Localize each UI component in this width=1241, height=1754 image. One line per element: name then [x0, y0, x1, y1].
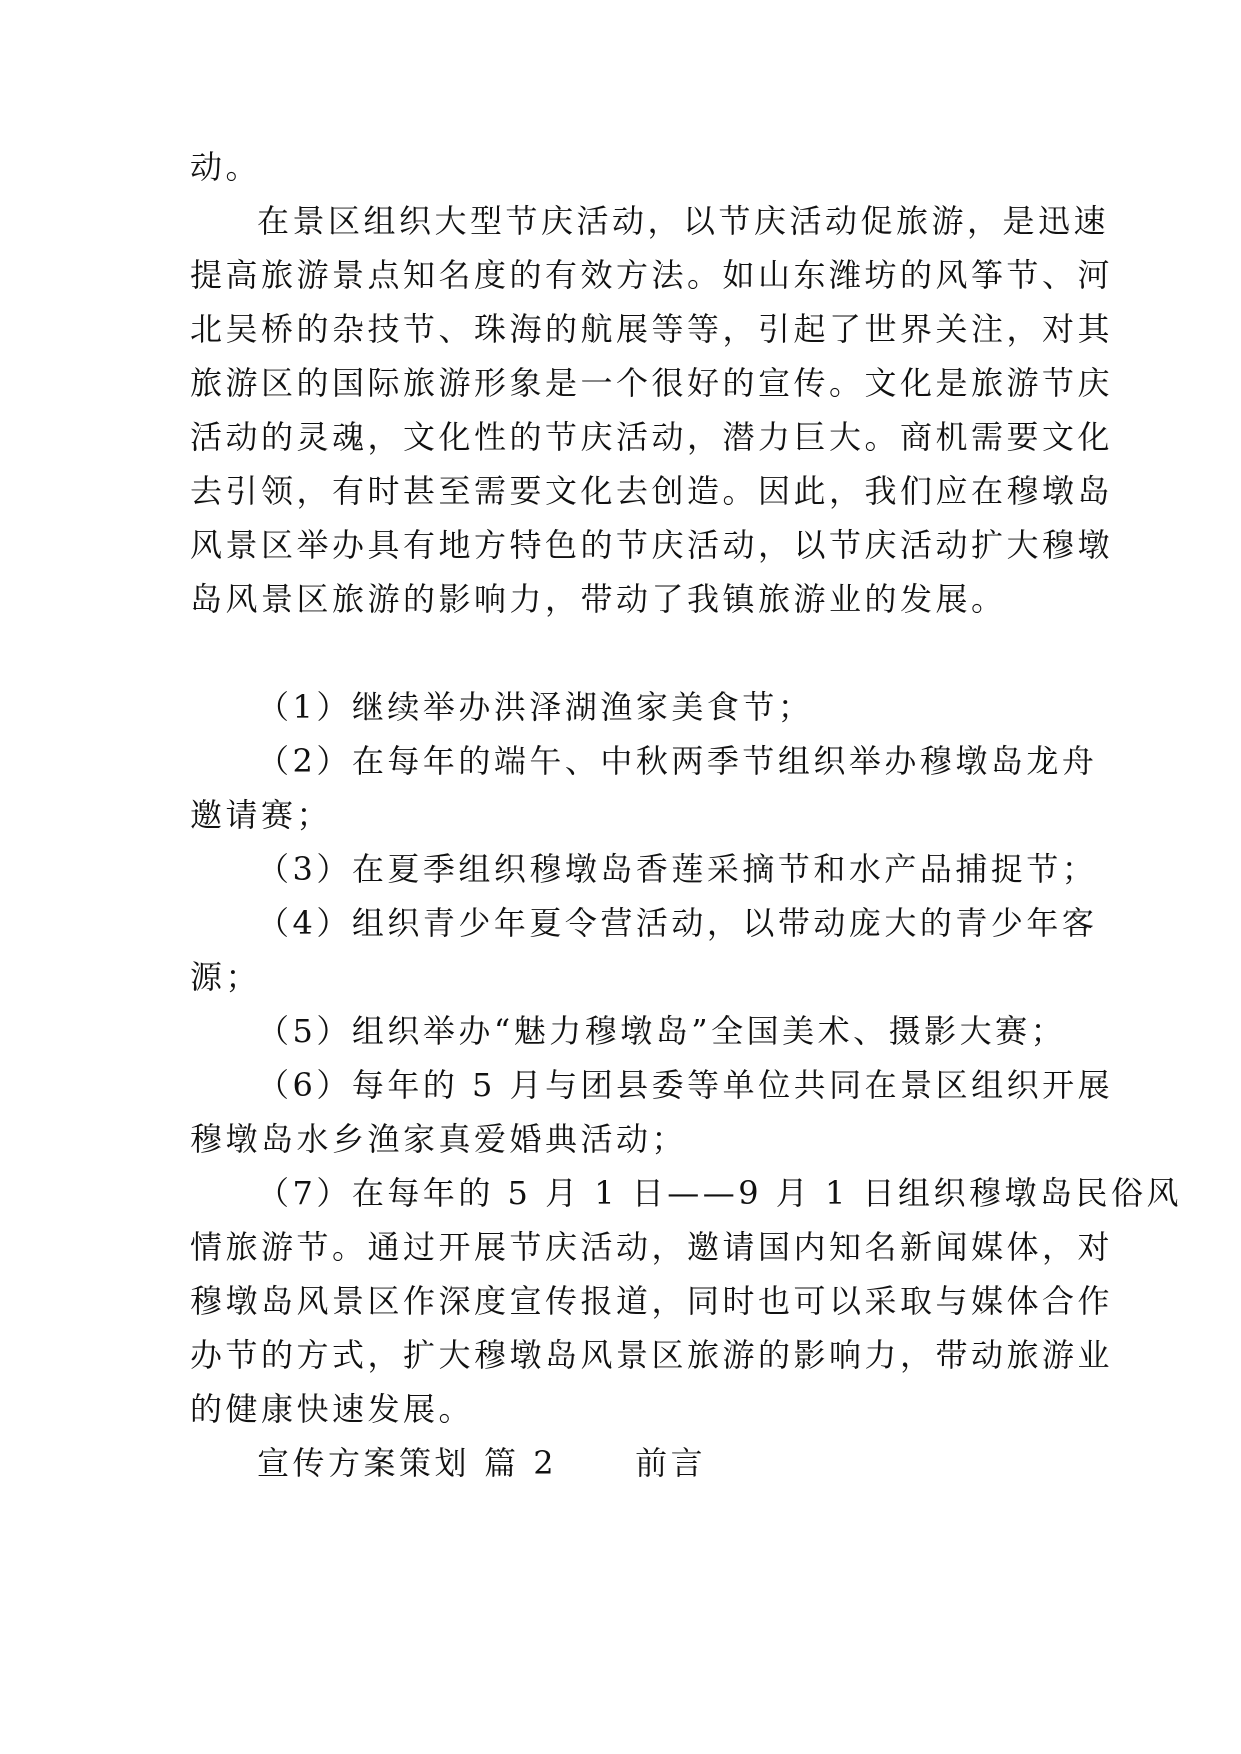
- list-item-2: （2）在每年的端午、中秋两季节组织举办穆墩岛龙舟: [257, 742, 1098, 780]
- text-line: 穆墩岛风景区作深度宣传报道，同时也可以采取与媒体合作: [190, 1282, 1114, 1320]
- list-item-6: （6）每年的 5 月与团县委等单位共同在景区组织开展: [257, 1066, 1114, 1104]
- text-line: 的健康快速发展。: [190, 1390, 475, 1428]
- list-item-1: （1）继续举办洪泽湖渔家美食节；: [257, 688, 814, 726]
- heading-part-number: 篇 2: [484, 1444, 558, 1482]
- text-line: 情旅游节。通过开展节庆活动，邀请国内知名新闻媒体，对: [190, 1228, 1114, 1266]
- text-line: 北吴桥的杂技节、珠海的航展等等，引起了世界关注，对其: [190, 310, 1114, 348]
- list-item-5: （5）组织举办“魅力穆墩岛”全国美术、摄影大赛；: [257, 1012, 1067, 1050]
- paragraph-first-line: 在景区组织大型节庆活动，以节庆活动促旅游，是迅速: [257, 202, 1110, 240]
- text-line: 邀请赛；: [190, 796, 333, 834]
- text-line: 风景区举办具有地方特色的节庆活动，以节庆活动扩大穆墩: [190, 526, 1114, 564]
- text-line: 岛风景区旅游的影响力，带动了我镇旅游业的发展。: [190, 580, 1007, 618]
- text-line: 穆墩岛水乡渔家真爱婚典活动；: [190, 1120, 688, 1158]
- list-item-4: （4）组织青少年夏令营活动，以带动庞大的青少年客: [257, 904, 1098, 942]
- text-line: 活动的灵魂，文化性的节庆活动，潜力巨大。商机需要文化: [190, 418, 1114, 456]
- text-line: 源；: [190, 958, 262, 996]
- text-line: 旅游区的国际旅游形象是一个很好的宣传。文化是旅游节庆: [190, 364, 1114, 402]
- text-line: 办节的方式，扩大穆墩岛风景区旅游的影响力，带动旅游业: [190, 1336, 1114, 1374]
- list-item-3: （3）在夏季组织穆墩岛香莲采摘节和水产品捕捉节；: [257, 850, 1098, 888]
- list-item-7: （7）在每年的 5 月 1 日——9 月 1 日组织穆墩岛民俗风: [257, 1174, 1183, 1212]
- heading-section: 前言: [635, 1444, 707, 1482]
- heading-title: 宣传方案策划: [257, 1444, 471, 1482]
- section-heading: [257, 1443, 706, 1483]
- text-line: 提高旅游景点知名度的有效方法。如山东潍坊的风筝节、河: [190, 256, 1114, 294]
- text-line: 去引领，有时甚至需要文化去创造。因此，我们应在穆墩岛: [190, 472, 1114, 510]
- text-line: 动。: [190, 148, 262, 186]
